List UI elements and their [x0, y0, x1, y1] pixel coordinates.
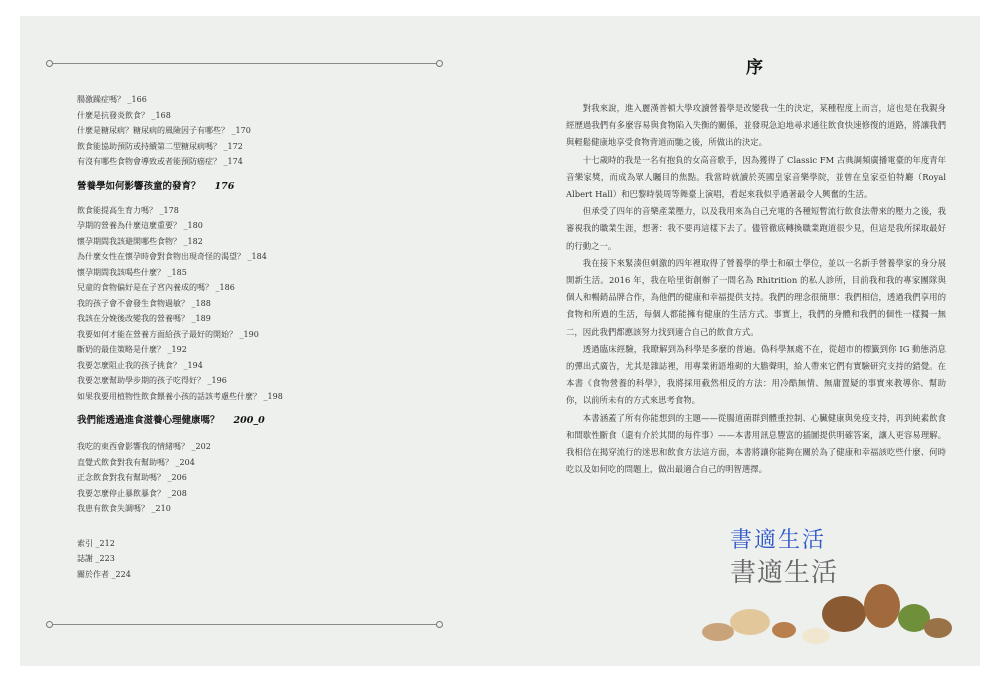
section-page: 200_0 — [233, 415, 265, 426]
toc-item: 什麼是抗發炎飲食？ _168 — [77, 110, 171, 120]
paragraph: 我在接下來緊湊但刺激的四年裡取得了營養學的學士和碩士學位，並以一名新手營養學家的身分展開新生活。2016 年，我在哈里街創辦了一間名為 Rhitrition 的私人診所，目前我和我的專家團隊與個人和暢銷品牌合作，為他們的健康和幸福提供支持。我們的理念很簡單：我們相信，透過我們享用的食物和所過的生活，每個人都能擁有健康的生活方式。事實上，我們的身體和我們的個性一樣獨一無二，因此我們都應該努力找到適合自己的飲食方式。 — [566, 257, 946, 337]
toc-item: 懷孕期間我該避開哪些食物？ _182 — [77, 236, 203, 246]
toc-item: 如果我要用植物性飲食餵養小孩的話該考慮些什麼？ _198 — [77, 391, 283, 401]
toc-item: 直覺式飲食對我有幫助嗎？ _204 — [77, 457, 195, 467]
cashew-shape — [802, 628, 830, 644]
section-title: 營養學如何影響孩童的發育？ — [77, 180, 201, 192]
toc-item: 為什麼女性在懷孕時會對食物出現奇怪的渴望？ _184 — [77, 252, 267, 261]
paragraph: 本書涵蓋了所有你能想到的主題——從腸道菌群到體重控制、心臟健康與免疫支持，再到純素飲食和間歇性斷食（還有介於其間的每件事）——本書用訊息豐富的插圖提供明確答案，讓人更容易理解。我相信在揭穿流行的迷思和飲食方法這方面，本書將讓你能夠在關於為了健康和幸福該吃些什麼、何時吃以及如何吃的問題上，做出最適合自己的明智選擇。 — [566, 412, 946, 475]
right-page-preface — [500, 16, 980, 666]
toc-item: 有沒有哪些食物會導致或者能預防癌症？ _174 — [77, 157, 243, 166]
pecan-shape — [822, 596, 866, 632]
toc-item: 懷孕期間我該喝些什麼？ _185 — [77, 267, 187, 277]
almond-shape — [702, 623, 734, 641]
peanut-shape — [730, 609, 770, 635]
toc-item: 我要怎麼幫助學步期的孩子吃得好？ _196 — [77, 376, 227, 385]
section-title: 我們能透過進食滋養心理健康嗎？ — [77, 415, 220, 426]
toc-item: 我的孩子會不會發生食物過敏？ _188 — [77, 298, 211, 308]
toc-item: 正念飲食對我有幫助嗎？ _206 — [77, 473, 187, 482]
bottom-divider — [52, 624, 437, 625]
toc-item: 斷奶的最佳策略是什麼？ _192 — [77, 345, 187, 354]
toc-section-heading — [77, 179, 437, 194]
toc-group-1 — [77, 92, 437, 170]
nut-shape — [772, 622, 796, 638]
left-page-toc — [20, 16, 500, 666]
toc-item: 我患有飲食失調嗎？ _210 — [77, 504, 171, 513]
toc-item: 腸激躁症嗎？ _166 — [77, 95, 147, 104]
paragraph: 十七歲時的我是一名有抱負的女高音歌手，因為獲得了 Classic FM 古典調頻廣播電臺的年度青年音樂家獎，而成為眾人矚目的焦點。我當時就讀於英國皇家音樂學院，並曾在皇家亞伯特廳（Royal Albert Hall）和巴黎時裝周等舞臺上演唱，看起來我似乎過著最令人興奮的生活。 — [566, 154, 946, 200]
publisher-stamp: 書適生活 — [730, 528, 827, 553]
toc-item: 什麼是糖尿病？糖尿病的風險因子有哪些？ _170 — [77, 126, 251, 135]
paragraph: 但承受了四年的音樂產業壓力，以及我用來為自己充電的各種短暫流行飲食法帶來的壓力之後，我審視我的職業生涯，想著：我不要再這樣下去了。儘管徹底轉換職業跑道很少見，但這是我所採取最好的行動之一。 — [566, 206, 946, 251]
toc-item: 飲食能協助預防或持續第二型糖尿病嗎？ _172 — [77, 141, 243, 151]
toc-item: 我吃的東西會影響我的情緒嗎？ _202 — [77, 442, 211, 451]
toc-group-4 — [77, 536, 437, 583]
toc-item: 我要如何才能在營養方面給孩子最好的開始？ _190 — [77, 329, 259, 339]
toc-section-heading — [77, 413, 437, 428]
toc-item: 兒童的食物偏好是在子宮內養成的嗎？ _186 — [77, 283, 235, 292]
hazelnut-shape — [924, 618, 952, 638]
table-of-contents — [77, 92, 437, 582]
toc-item: 我該在分娩後改變我的營養嗎？ _189 — [77, 314, 211, 323]
toc-item: 誌謝 _223 — [77, 554, 115, 563]
toc-item: 關於作者 _224 — [77, 569, 131, 579]
toc-item: 我要怎麼停止暴飲暴食？ _208 — [77, 488, 187, 498]
book-spread — [20, 16, 980, 666]
page-title: 序 — [746, 58, 763, 78]
toc-item: 我要怎麼阻止我的孩子挑食？ _194 — [77, 360, 203, 370]
toc-item: 飲食能提高生育力嗎？ _178 — [77, 205, 179, 215]
toc-group-2 — [77, 203, 437, 405]
publisher-watermark: 書適生活 — [730, 558, 839, 588]
walnut-shape — [864, 584, 900, 628]
toc-item: 索引 _212 — [77, 538, 115, 548]
toc-item: 孕期的營養為什麼這麼重要？ _180 — [77, 221, 203, 230]
section-page: 176 — [214, 180, 235, 192]
toc-group-3 — [77, 439, 437, 517]
paragraph: 對我來說，進入麗漢普頓大學攻讀營養學是改變我一生的決定，某種程度上而言，這也是在我親身經歷過我們有多麼容易與食物陷入失衡的關係，並發現急迫地尋求通往飲食快速修復的道路，將讓我們與輕鬆健康地享受食物背道而馳之後，所做出的決定。 — [566, 103, 946, 148]
top-divider — [52, 63, 437, 64]
paragraph: 透過臨床經驗，我瞭解到為科學是多麼的普遍。偽科學無處不在，從超市的標籤到你 IG 動態消息的彈出式廣告，尤其是雜誌裡，用專業術語堆砌的大膽聲明，給人帶來它們有實驗研究支持的錯覺。在本書《食物營養的科學》，我將採用截然相反的方法：用冷酷無情、無庸置疑的事實來教導你、幫助你，以前所未有的方式來思考食物。 — [566, 343, 946, 406]
preface-body — [566, 100, 946, 478]
